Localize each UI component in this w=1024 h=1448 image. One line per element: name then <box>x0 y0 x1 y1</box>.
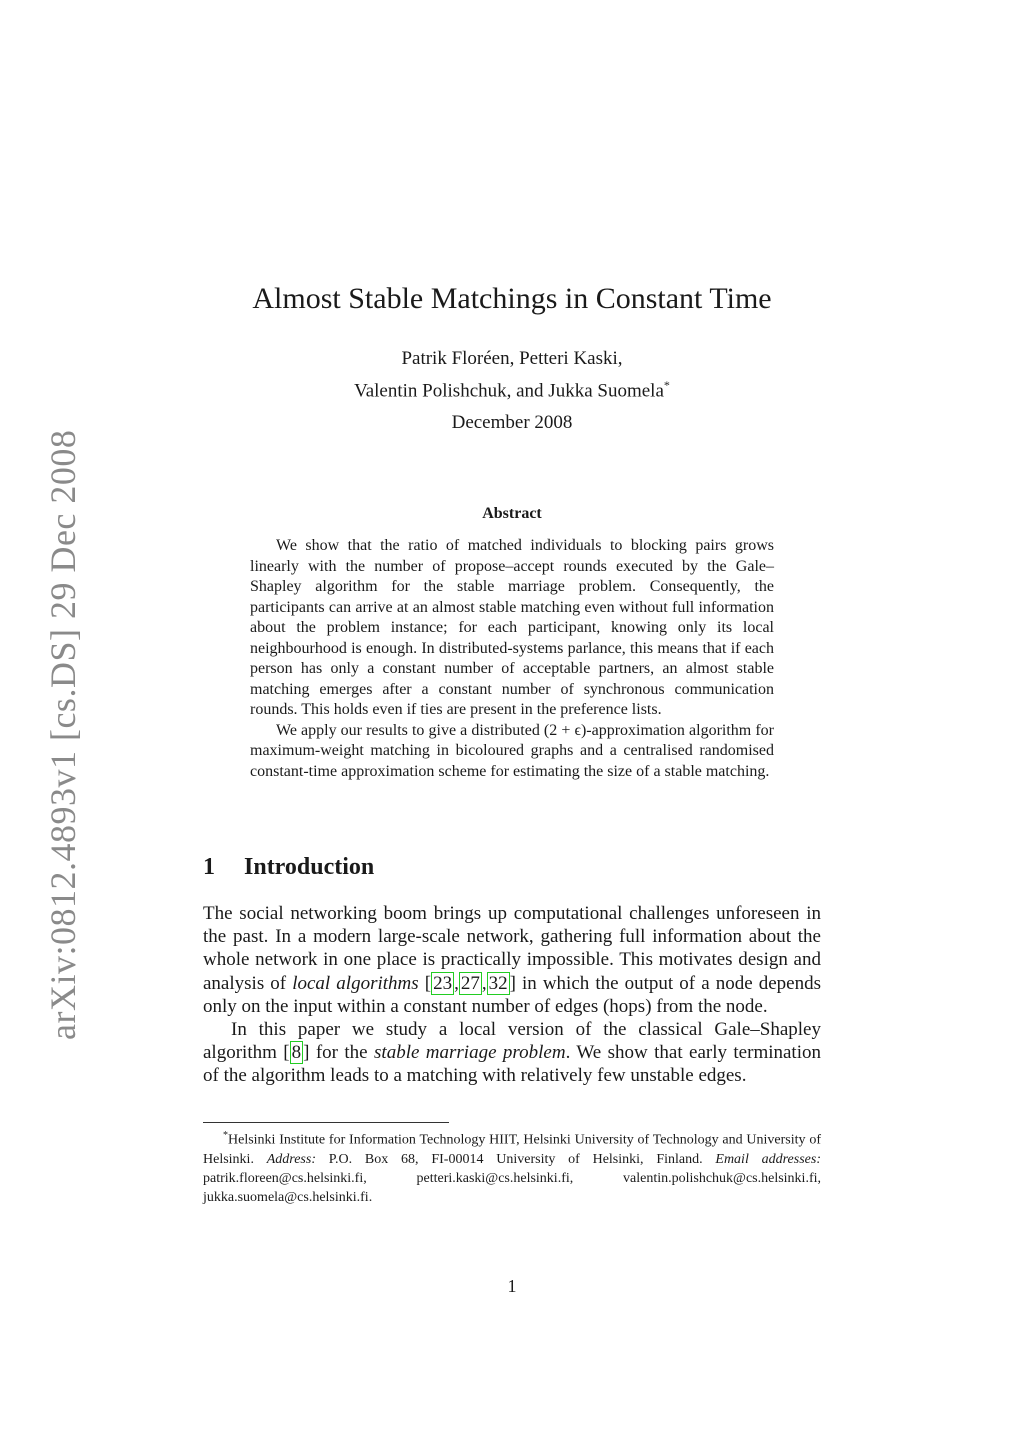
citation-link-8[interactable]: 8 <box>291 1042 302 1064</box>
intro-p1-text-b: in which the output of a node depends only on the input within a constant number of edges (hops) from the node. <box>203 972 822 1017</box>
author-list <box>0 346 1024 404</box>
section-title: Introduction <box>244 854 375 880</box>
intro-p1-text-a: The social networking boom brings up computational challenges unforeseen in the past. In a modern large-scale network, gathering full information about the whole network in one place is practically impossible. This motivates design and analysis of <box>203 903 821 994</box>
citation-link-23[interactable]: 23 <box>433 972 453 994</box>
citation-link-32[interactable]: 32 <box>488 972 508 994</box>
intro-p2-emphasis: stable marriage problem <box>374 1042 566 1064</box>
intro-paragraph-1: The social networking boom brings up computational challenges unforeseen in the past. In a modern large-scale network, gathering full information about the whole network in one place is practically impossible. This motivates design and analysis of local algorithms [ 23 , 27 , 32 ] in which the output of a node depends only on the input within a constant number of edges (hops) from the node. <box>203 903 822 1017</box>
abstract-paragraph-2: We apply our results to give a distributed (2 + ϵ)-approximation algorithm for maximum-weight matching in bicoloured graphs and a centralised randomised constant-time approximation scheme for estimating the size of a stable matching. <box>250 721 774 780</box>
citation-link-27[interactable]: 27 <box>460 972 480 994</box>
footnote-paragraph <box>203 1126 821 1207</box>
footnote-address-label: Address: <box>266 1151 316 1167</box>
abstract-heading: Abstract <box>482 505 542 522</box>
footnote-marker: * <box>223 1130 228 1141</box>
authors-line-2-text: Valentin Polishchuk, and Jukka Suomela <box>354 380 664 402</box>
intro-p1-emphasis: local algorithms <box>292 972 419 994</box>
introduction-body <box>203 902 821 1088</box>
footnote-address: P.O. Box 68, FI-00014 University of Helsinki, Finland. <box>316 1151 716 1167</box>
author-footnote-marker: * <box>663 378 670 392</box>
abstract-paragraph-1: We show that the ratio of matched individuals to blocking pairs grows linearly with the number of propose–accept rounds executed by the Gale–Shapley algorithm for the stable marriage problem. Consequently, the participants can arrive at an almost stable matching even without full information about the problem instance; for each participant, knowing only its local neighbourhood is enough. In distributed-systems parlance, this means that if each person has only a constant number of acceptable partners, an almost stable matching emerges after a constant number of synchronous communication rounds. This holds even if ties are present in the preference lists. <box>250 537 774 718</box>
intro-p2-text-a: In this paper we study a local version of the classical Gale–Shapley algorithm <box>203 1019 821 1064</box>
arxiv-identifier: arXiv:0812.4893v1 [cs.DS] 29 Dec 2008 <box>43 429 83 1040</box>
section-number: 1 <box>203 854 215 880</box>
intro-paragraph-2: In this paper we study a local version of the classical Gale–Shapley algorithm [ 8 ] for the stable marriage problem. We show that early termination of the algorithm leads to a matching with relatively few unstable edges. <box>203 1019 821 1087</box>
paper-title: Almost Stable Matchings in Constant Time <box>252 282 772 315</box>
abstract-body <box>250 536 774 782</box>
intro-p2-text-b: for the <box>309 1042 375 1064</box>
publication-date: December 2008 <box>451 412 573 433</box>
footnote <box>203 1126 821 1207</box>
intro-p2-text-c: . We show that early termination of the algorithm leads to a matching with relatively few unstable edges. <box>203 1042 821 1087</box>
section-heading-introduction <box>203 854 374 881</box>
footnote-email-label: Email addresses: <box>715 1151 821 1167</box>
authors-line-1: Patrik Floréen, Petteri Kaski, <box>401 348 623 369</box>
footnote-emails: patrik.floreen@cs.helsinki.fi, petteri.kaski@cs.helsinki.fi, valentin.polishchuk@cs.helsinki.fi, jukka.suomela@cs.helsinki.fi. <box>203 1170 821 1205</box>
authors-line-2 <box>0 372 1024 404</box>
footnote-affiliation: Helsinki Institute for Information Technology HIIT, Helsinki University of Technology and University of Helsinki. <box>203 1132 821 1167</box>
page-number: 1 <box>507 1276 517 1296</box>
footnote-divider <box>203 1122 449 1123</box>
